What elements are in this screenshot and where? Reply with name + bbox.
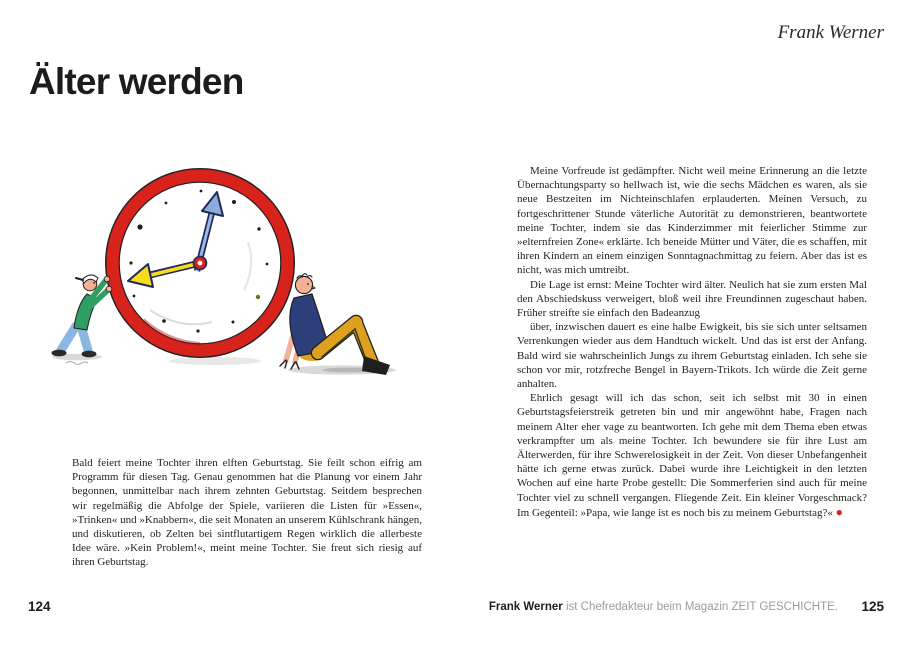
page-number-right: 125 (861, 599, 884, 614)
clock-illustration (50, 150, 420, 440)
author-credit-line (489, 601, 838, 613)
body-paragraph: Bald feiert meine Tochter ihren elften Geburtstag. Sie feilt schon eifrig am Programm für diesen Tag. Genau genommen hat die Planung vor einem Jahr begonnen, unmittelbar nach ihrem zehnten Geburtstag. Seitdem besprechen wir regelmäßig die Abfolge der Spiele, variieren die Listen für »Essen«, »Trinken« und »Knabbern«, die seit Monaten an unserem Kühlschrank hängen, und diskutieren, ob Zelten bei sintflutartigem Regen wirklich die allerbeste Idee wäre. »Kein Problem!«, meint meine Tochter. Sie freut sich riesig auf ihren Geburtstag. (72, 457, 422, 569)
body-paragraph: Meine Vorfreude ist gedämpfter. Nicht weil meine Erinnerung an die letzte Übernachtungsparty so hellwach ist, wie die sechs Mädchen es waren, als sie neue Bestzeiten im Nichteinschlafen erplauderten. Meinen Versuch, zu fortgeschrittener Stunde väterliche Autorität zu demonstrieren, beantwortete meine Tochter, indem sie das Kinderzimmer mit feierlicher Stimme zur »elternfreien Zone« erklärte. Ich beneide Mütter und Väter, die es schaffen, mit ihren Kindern an einem einzigen Sonntagnachmittag zu feiern. Aber das ist es nicht, was mich umtreibt. (517, 165, 867, 277)
right-text-column (517, 164, 867, 520)
page-number-left: 124 (28, 599, 51, 614)
article-end-dot: ● (835, 504, 843, 519)
child-figure (52, 275, 112, 357)
man-figure (280, 274, 390, 375)
clock-face (106, 169, 295, 358)
body-paragraph: Die Lage ist ernst: Meine Tochter wird älter. Neulich hat sie zum ersten Mal den Abschiedskuss verweigert, bloß weil ihre Freundinnen zugeschaut haben. Früher streifte sie einfach den Badeanzug (517, 278, 867, 320)
body-paragraph: über, inzwischen dauert es eine halbe Ewigkeit, bis sie sich unter seltsamen Verrenkungen wieder aus dem Handtuch wickelt. Und das ist erst der Anfang. Bald wird sie wahrscheinlich Jungs zu ihrem Geburtstag einladen. Ich sehe sie schon vor mir, rotzfreche Bengel in Bayern-Trikots. Ich würde die Zeit gerne anhalten. (517, 321, 867, 391)
credit-author-name: Frank Werner (488, 601, 563, 613)
ground-shadows (52, 354, 396, 375)
body-paragraph: Ehrlich gesagt will ich das schon, seit ich selbst mit 30 in einen Geburtstagsfeierstreik getreten bin und mir angewöhnt habe, Fragen nach meinem Alter eher vage zu beantworten. Ich gehe mit dem Thema eben etwas verkrampfter um als meine Tochter. Ich bewundere sie für ihre Lust am Älterwerden, für ihre Schwerelosigkeit in der Zeit. Von dieser Unbefangenheit hätte ich gerne etwas zurück. Dabei wurde ihre Leichtigkeit in den letzten Wochen auf eine harte Probe gestellt: Die Sommerferien sind auch für meine Tochter viel zu schnell vergangen. Fliegende Zeit. Ein kleiner Vorgeschmack? Im Gegenteil: »Papa, wie lange ist es noch bis zu meinem Geburtstag?« ● (517, 392, 867, 519)
man-head (295, 276, 312, 293)
illustrator-signature (66, 362, 88, 365)
credit-text: ist Chefredakteur beim Magazin ZEIT GESCHICHTE. (562, 601, 838, 613)
left-text-column (72, 456, 422, 570)
page-title: Älter werden (29, 60, 244, 102)
author-name: Frank Werner (777, 22, 884, 43)
